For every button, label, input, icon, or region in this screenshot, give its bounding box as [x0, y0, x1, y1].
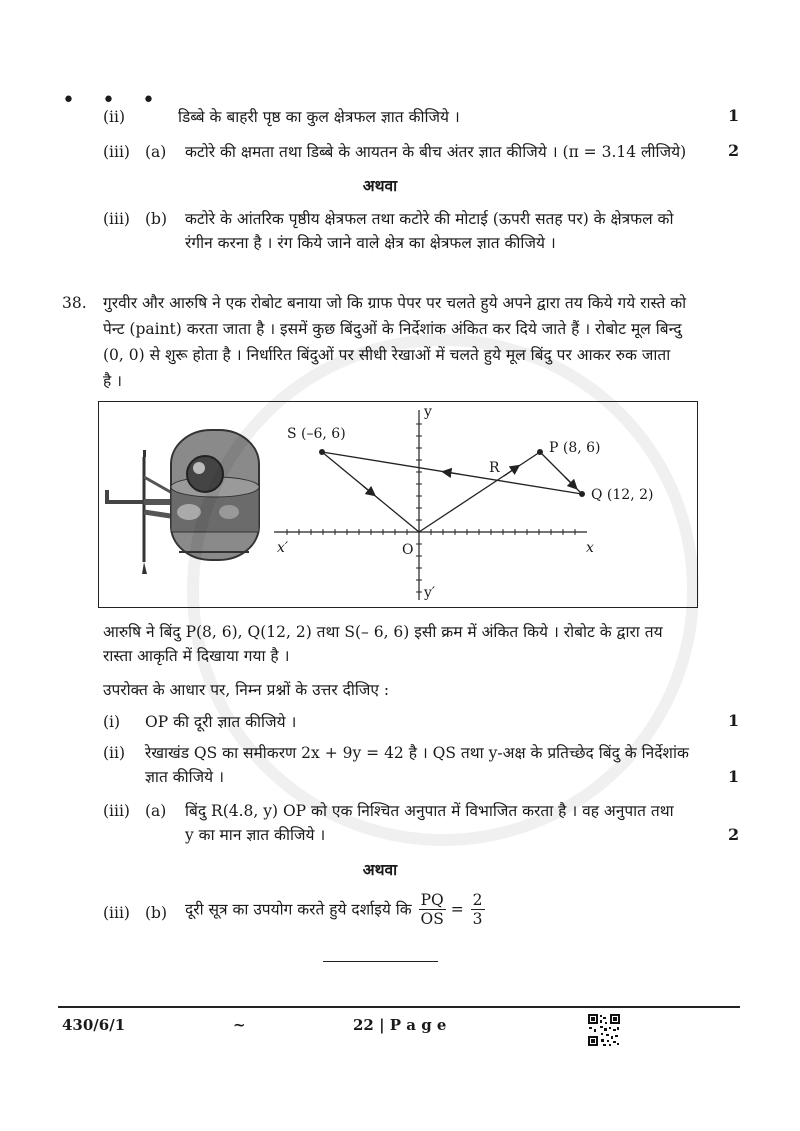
- fraction-pq-os: [419, 891, 446, 928]
- point-s: [319, 449, 325, 455]
- footer-page-number: 22 | P a g e: [353, 1016, 447, 1034]
- label-x: x: [586, 540, 594, 556]
- fraction-pq-numerator: PQ: [420, 891, 444, 909]
- q38-number: 38.: [62, 294, 87, 312]
- q38-intro-line1: गुरवीर और आरुषि ने एक रोबोट बनाया जो कि ग्राफ पेपर पर चलते हुये अपने द्वारा तय किये गये रास्ते को: [103, 294, 687, 312]
- page-continuation-dots: • • •: [62, 88, 165, 113]
- q38-iii-a-sub: (a): [145, 802, 167, 820]
- q37-iii-a-sub: (a): [145, 143, 167, 161]
- q37-iii-b-line2: रंगीन करना है । रंग किये जाने वाले क्षेत्र का क्षेत्रफल ज्ञात कीजिये ।: [185, 234, 556, 252]
- fraction-os-denominator: OS: [420, 910, 444, 928]
- q38-ii-line2: ज्ञात कीजिये ।: [145, 768, 224, 786]
- label-y: y: [424, 404, 432, 420]
- q38-prompt: उपरोक्त के आधार पर, निम्न प्रश्नों के उत्तर दीजिए :: [103, 681, 390, 699]
- label-p: P (8, 6): [549, 440, 601, 456]
- label-q: Q (12, 2): [591, 487, 654, 503]
- q37-iii-b-label: (iii): [103, 210, 130, 228]
- label-s: S (–6, 6): [287, 426, 346, 442]
- q37-ii-text: डिब्बे के बाहरी पृष्ठ का कुल क्षेत्रफल ज्ञात कीजिये ।: [178, 108, 460, 126]
- q37-iii-b-sub: (b): [145, 210, 168, 228]
- label-x-prime: x′: [277, 540, 289, 556]
- q38-ii-label: (ii): [103, 744, 126, 762]
- q37-iii-a-text: कटोरे की क्षमता तथा डिब्बे के आयतन के बीच अंतर ज्ञात कीजिये । (π = 3.14 लीजिये): [185, 143, 687, 161]
- q38-after-figure-line2: रास्ता आकृति में दिखाया गया है ।: [103, 647, 290, 665]
- q38-iii-b-text: दूरी सूत्र का उपयोग करते हुये दर्शाइये कि: [185, 900, 412, 919]
- q38-intro-line4: है ।: [103, 372, 123, 390]
- q37-ii-marks: 1: [728, 106, 740, 125]
- q38-after-figure-line1: आरुषि ने बिंदु P(8, 6), Q(12, 2) तथा S(– 6, 6) इसी क्रम में अंकित किये । रोबोट के द्वारा तय: [103, 623, 663, 641]
- fraction-3-denominator: 3: [472, 910, 483, 928]
- label-origin: O: [402, 542, 414, 558]
- q38-intro-line3: (0, 0) से शुरू होता है । निर्धारित बिंदुओं पर सीधी रेखाओं में चलते हुये मूल बिंदु पर आकर रुक जाता: [103, 346, 671, 364]
- q38-iii-a-label: (iii): [103, 802, 130, 820]
- q37-iii-a-label: (iii): [103, 143, 130, 161]
- point-p: [537, 449, 543, 455]
- label-r: R: [489, 460, 500, 476]
- end-of-questions-rule: [323, 961, 438, 962]
- q38-i-text: OP की दूरी ज्ञात कीजिये ।: [145, 713, 297, 731]
- q38-iii-a-line2: y का मान ज्ञात कीजिये ।: [185, 826, 326, 844]
- equals-sign: =: [450, 900, 464, 919]
- footer-tilde: ~: [233, 1016, 246, 1034]
- q38-iii-b-label: (iii): [103, 904, 130, 922]
- footer-rule: [58, 1006, 740, 1008]
- fraction-2-numerator: 2: [472, 891, 483, 909]
- arrow-qs: [445, 472, 459, 474]
- q38-or-divider: अथवा: [362, 860, 398, 879]
- q38-i-label: (i): [103, 713, 121, 731]
- segment-op: [419, 452, 540, 532]
- q37-ii-label: (ii): [103, 108, 126, 126]
- arrow-so: [363, 486, 373, 494]
- q37-iii-a-marks: 2: [728, 141, 740, 160]
- q38-ii-marks: 1: [728, 767, 740, 786]
- fraction-two-thirds: [471, 891, 485, 928]
- q37-iii-b-line1: कटोरे के आंतरिक पृष्ठीय क्षेत्रफल तथा कटोरे की मोटाई (ऊपरी सतह पर) के क्षेत्रफल को: [185, 210, 674, 228]
- q37-or-divider: अथवा: [362, 176, 398, 195]
- q38-iii-a-marks: 2: [728, 825, 740, 844]
- q38-ii-line1: रेखाखंड QS का समीकरण 2x + 9y = 42 है । QS तथा y-अक्ष के प्रतिच्छेद बिंदु के निर्देशांक: [145, 744, 689, 762]
- q38-iii-b-sub: (b): [145, 904, 168, 922]
- q38-iii-a-line1: बिंदु R(4.8, y) OP को एक निश्चित अनुपात में विभाजित करता है । वह अनुपात तथा: [185, 802, 674, 820]
- robot-illustration: [107, 430, 259, 574]
- footer-paper-code: 430/6/1: [62, 1016, 126, 1034]
- q38-intro-line2: पेन्ट (paint) करता जाता है । इसमें कुछ बिंदुओं के निर्देशांक अंकित कर दिये जाते हैं । रोबोट मूल बिन्दु: [103, 320, 682, 338]
- qr-code-icon: [587, 1013, 621, 1047]
- point-q: [579, 491, 585, 497]
- q38-iii-b-statement: [185, 891, 485, 928]
- q38-figure: [98, 401, 698, 608]
- arrow-op: [504, 467, 517, 476]
- arrow-pq: [565, 477, 575, 487]
- robot-path-diagram: [99, 402, 697, 607]
- label-y-prime: y′: [424, 585, 436, 601]
- q38-i-marks: 1: [728, 711, 740, 730]
